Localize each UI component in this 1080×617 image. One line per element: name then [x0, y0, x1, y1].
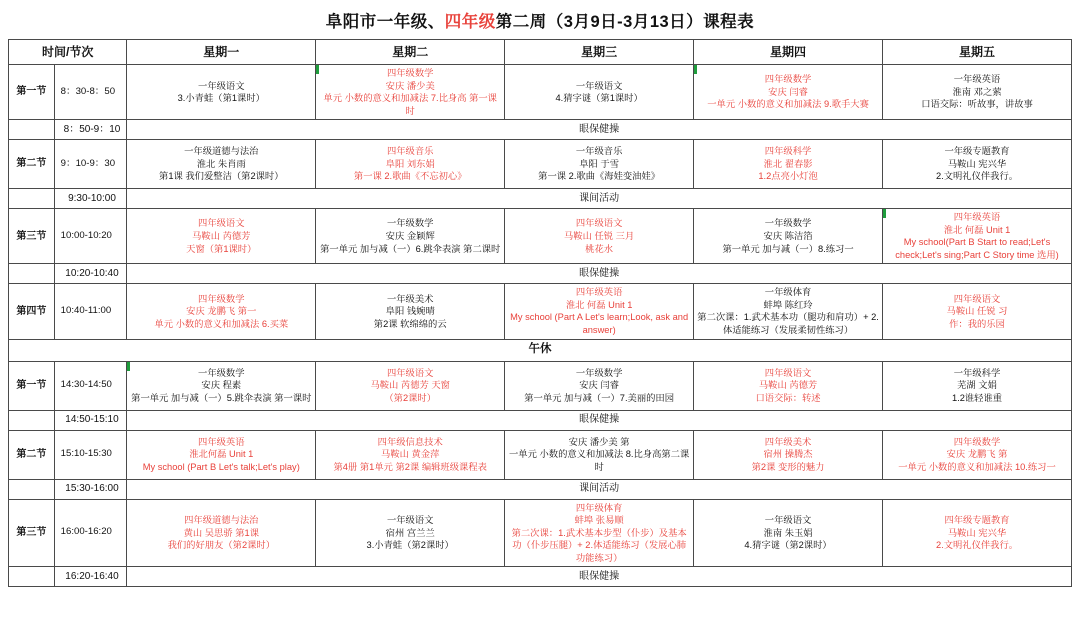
break-row [9, 264, 1072, 284]
header-thursday: 星期四 [694, 40, 883, 65]
lesson-line: 2.文明礼仪伴我行。 [935, 171, 1019, 182]
lesson-line: 4.猜字谜（第2课时） [744, 540, 832, 551]
lesson-line: 四年级音乐 [386, 146, 434, 157]
lesson-line: 四年级道德与法治 [184, 515, 259, 526]
period-label: 第一节 [9, 65, 55, 120]
lesson-line: 单元 小数的意义和加减法 7.比身高 第一课时 [323, 93, 497, 116]
lesson-line: My school (Part A Let's learn;Look, ask and answer) [510, 312, 689, 336]
lesson-line: 一年级音乐 [575, 146, 623, 157]
lesson-line: 四年级数学 [764, 74, 812, 85]
lesson-cell [316, 361, 505, 410]
lesson-line: 淮南 邓之萦 [952, 86, 1002, 97]
lesson-line: 四年级英语 [575, 287, 623, 298]
break-label: 课间活动 [127, 479, 1072, 499]
lesson-cell [883, 430, 1072, 479]
lesson-cell [694, 140, 883, 189]
header-time-period: 时间/节次 [9, 40, 127, 65]
lesson-cell [883, 361, 1072, 410]
time-label: 15:10-15:30 [54, 430, 127, 479]
lesson-line: 第一单元 加与减（一）7.美丽的田园 [524, 392, 675, 403]
period-label: 第三节 [9, 209, 55, 264]
lesson-line: 四年级英语 [198, 436, 245, 447]
lesson-cell [316, 65, 505, 120]
period-label: 第三节 [9, 499, 55, 567]
lesson-cell [883, 140, 1072, 189]
lesson-cell [694, 361, 883, 410]
lesson-row [9, 284, 1072, 339]
lesson-line: 四年级语文 [198, 218, 245, 229]
header-friday: 星期五 [883, 40, 1072, 65]
lesson-line: 四年级体育 [575, 502, 623, 513]
time-label: 16:20-16:40 [54, 567, 127, 587]
lesson-line: 一年级数学 [575, 367, 623, 378]
lesson-cell [694, 499, 883, 567]
title-part-3: 第二周（3月9日-3月13日）课程表 [495, 13, 755, 31]
break-row [9, 120, 1072, 140]
lesson-line: 第2课 变形的魅力 [751, 461, 825, 472]
header-monday: 星期一 [127, 40, 316, 65]
lesson-line: 四年级专题教育 [944, 515, 1010, 526]
lesson-line: 马鞍山 宪兴华 [947, 158, 1007, 169]
lesson-cell [127, 284, 316, 339]
lesson-line: 一年级英语 [953, 74, 1001, 85]
lesson-line: 安庆 潘少美 [385, 80, 435, 91]
lesson-row [9, 430, 1072, 479]
schedule-table [8, 39, 1072, 587]
time-label: 10:20-10:40 [54, 264, 127, 284]
lesson-line: 第一课 2.歌曲《不忘初心》 [353, 171, 467, 182]
noon-break-label: 午休 [9, 339, 1072, 361]
period-label: 第二节 [9, 430, 55, 479]
lesson-line: 淮北 何磊 Unit 1 [943, 224, 1011, 235]
time-label: 14:50-15:10 [54, 410, 127, 430]
lesson-line: 一年级语文 [764, 515, 812, 526]
lesson-line: 芜湖 文娟 [957, 380, 997, 391]
lesson-line: 马鞍山 任锐 习 [946, 306, 1008, 317]
lesson-line: 口语交际：听故事，讲故事 [921, 99, 1033, 110]
break-row [9, 567, 1072, 587]
period-label: 第二节 [9, 140, 55, 189]
lesson-cell [127, 140, 316, 189]
empty-period-cell [9, 264, 55, 284]
time-label: 10:40-11:00 [54, 284, 127, 339]
lesson-line: 安庆 闫睿 [768, 86, 808, 97]
page-title [0, 0, 1080, 39]
lesson-line: My school(Part B Start to read;Let's check;Let's sing;Part C Story time 选用) [895, 237, 1059, 260]
lesson-row [9, 65, 1072, 120]
lesson-line: 马鞍山 芮德芳 [192, 231, 251, 241]
lesson-line: 2.文明礼仪伴我行。 [935, 540, 1019, 551]
header-tuesday: 星期二 [316, 40, 505, 65]
lesson-line: 四年级数学 [386, 68, 434, 78]
lesson-line: 一单元 小数的意义和加减法 10.练习一 [898, 461, 1056, 472]
lesson-line: 第二次课：1.武术基本功（腿功和肩功）+ 2.体适能练习（发展柔韧性练习） [697, 312, 879, 336]
title-part-1: 阜阳市一年级、 [325, 13, 445, 31]
empty-period-cell [9, 567, 55, 587]
break-row [9, 479, 1072, 499]
time-label: 15:30-16:00 [54, 479, 127, 499]
lesson-line: 3.小青蛙（第2课时） [366, 540, 454, 551]
lesson-line: 我们的好朋友（第2课时） [167, 540, 275, 551]
lesson-line: 四年级语文 [953, 293, 1001, 304]
lesson-line: 一年级美术 [386, 293, 434, 304]
lesson-cell [694, 209, 883, 264]
lesson-line: 一年级体育 [764, 287, 812, 298]
lesson-line: 四年级语文 [575, 218, 623, 229]
empty-period-cell [9, 120, 55, 140]
lesson-line: 淮北 朱肖雨 [196, 158, 246, 169]
lesson-line: 一年级科学 [953, 367, 1001, 378]
lesson-line: 作：我的乐园 [949, 318, 1005, 329]
empty-period-cell [9, 189, 55, 209]
lesson-line: 蚌埠 张易顺 [574, 515, 624, 526]
lesson-line: 安庆 陈洁箔 [763, 231, 813, 241]
break-label: 眼保健操 [127, 120, 1072, 140]
lesson-line: 1.2点亮小灯泡 [758, 171, 818, 182]
table-body [9, 65, 1072, 587]
lesson-line: 第一单元 加与减（一）5.跳伞表演 第一课时 [131, 392, 312, 403]
lesson-line: 淮北何磊 Unit 1 [189, 449, 254, 460]
lesson-line: 一年级语文 [575, 80, 623, 91]
lesson-line: 马鞍山 黄金萍 [381, 449, 440, 460]
empty-period-cell [9, 410, 55, 430]
lesson-cell [505, 430, 694, 479]
lesson-line: 3.小青蛙（第1课时） [177, 93, 265, 104]
lesson-line: 马鞍山 任锐 三月 [564, 231, 635, 241]
lesson-line: 四年级科学 [764, 146, 812, 157]
lesson-cell [883, 65, 1072, 120]
lesson-line: 阜阳 钱婉晴 [385, 306, 435, 317]
lesson-line: 宿州 宫兰兰 [385, 527, 435, 538]
lesson-cell [316, 209, 505, 264]
lesson-row [9, 140, 1072, 189]
lesson-line: 黄山 吴思骄 第1课 [183, 527, 259, 538]
break-label: 眼保健操 [127, 410, 1072, 430]
lesson-cell [127, 361, 316, 410]
period-label: 第四节 [9, 284, 55, 339]
lesson-line: 一年级数学 [386, 218, 434, 229]
break-row [9, 410, 1072, 430]
time-label: 16:00-16:20 [54, 499, 127, 567]
lesson-line: 一年级道德与法治 [184, 146, 259, 157]
lesson-line: 四年级语文 [764, 367, 812, 378]
lesson-cell [127, 209, 316, 264]
break-label: 眼保健操 [127, 567, 1072, 587]
lesson-line: 四年级英语 [953, 212, 1001, 223]
lesson-cell [316, 430, 505, 479]
lesson-cell [505, 284, 694, 339]
time-label: 9:30-10:00 [54, 189, 127, 209]
lesson-cell [505, 499, 694, 567]
lesson-line: 一年级数学 [198, 367, 245, 378]
break-label: 课间活动 [127, 189, 1072, 209]
lesson-line: 淮北 何磊 Unit 1 [565, 299, 633, 310]
lesson-line: 阜阳 于雪 [579, 158, 620, 169]
lesson-cell [505, 361, 694, 410]
time-label: 8：30-8：50 [54, 65, 127, 120]
lesson-cell [127, 65, 316, 120]
lesson-cell [316, 284, 505, 339]
lesson-line: 一单元 小数的意义和加减法 8.比身高第二课时 [509, 449, 690, 472]
lesson-line: 马鞍山 宪兴华 [947, 527, 1007, 538]
lesson-line: 第1课 我们爱整洁（第2课时） [159, 171, 284, 182]
lesson-cell [505, 65, 694, 120]
lesson-line: 第一单元 加与减（一）6.跳伞表演 第二课时 [320, 243, 501, 254]
lesson-line: 安庆 龙鹏飞 第 [946, 449, 1008, 460]
lesson-line: 一单元 小数的意义和加减法 9.歌手大赛 [707, 99, 869, 110]
lesson-line: 单元 小数的意义和加减法 6.买菜 [154, 318, 289, 329]
time-label: 8：50-9：10 [54, 120, 127, 140]
lesson-cell [694, 65, 883, 120]
lesson-line: 一年级专题教育 [944, 146, 1010, 157]
lesson-row [9, 361, 1072, 410]
break-row [9, 189, 1072, 209]
time-label: 9：10-9：30 [54, 140, 127, 189]
lesson-line: 4.猜字谜（第1课时） [555, 93, 643, 104]
lesson-line: 第二次课：1.武术基本步型（仆步）及基本功（仆步压腿）+ 2.体适能练习（发展心肺功能练习） [511, 527, 687, 563]
lesson-line: 第4册 第1单元 第2课 编辑班级课程表 [333, 461, 487, 472]
lesson-line: 宿州 操腾杰 [763, 449, 813, 460]
lesson-line: 四年级数学 [953, 436, 1001, 447]
lesson-line: 第2课 软绵绵的云 [373, 318, 447, 329]
time-label: 14:30-14:50 [54, 361, 127, 410]
lesson-line: 马鞍山 芮德芳 天窗 [370, 380, 450, 391]
lesson-line: 安庆 金颖辉 [385, 231, 435, 241]
lesson-cell [127, 499, 316, 567]
lesson-line: 安庆 龙鹏飞 第一 [186, 306, 257, 317]
title-part-highlight: 四年级 [444, 13, 496, 31]
lesson-line: 口语交际：转述 [755, 392, 821, 403]
lesson-line: 天窗（第1课时） [186, 243, 257, 254]
period-label: 第一节 [9, 361, 55, 410]
lesson-line: 一年级语文 [198, 80, 245, 91]
lesson-line: 蚌埠 陈红玲 [763, 299, 813, 310]
lesson-line: 安庆 潘少美 第 [568, 436, 630, 447]
lesson-cell [883, 499, 1072, 567]
lesson-cell [883, 209, 1072, 264]
lesson-line: 一年级数学 [764, 218, 812, 229]
lesson-cell [316, 140, 505, 189]
lesson-line: My school (Part B Let's talk;Let's play) [142, 461, 300, 472]
lesson-line: 阜阳 刘东娟 [385, 158, 435, 169]
lesson-line: 淮南 朱玉娟 [763, 527, 813, 538]
lesson-cell [694, 430, 883, 479]
lesson-line: 安庆 程素 [201, 380, 242, 391]
table-header-row [9, 40, 1072, 65]
noon-break-row [9, 339, 1072, 361]
lesson-line: 马鞍山 芮德芳 [758, 380, 818, 391]
lesson-line: 一年级语文 [386, 515, 434, 526]
lesson-line: 四年级语文 [386, 367, 434, 378]
lesson-cell [883, 284, 1072, 339]
lesson-line: 安庆 闫睿 [579, 380, 620, 391]
lesson-line: 第一单元 加与减（一）8.练习一 [722, 243, 854, 254]
lesson-line: （第2课时） [384, 392, 437, 403]
lesson-line: 1.2谁轻谁重 [951, 392, 1003, 403]
empty-period-cell [9, 479, 55, 499]
lesson-row [9, 499, 1072, 567]
lesson-line: 桃花水 [585, 243, 614, 254]
lesson-cell [127, 430, 316, 479]
lesson-cell [316, 499, 505, 567]
lesson-line: 四年级数学 [198, 293, 245, 304]
lesson-cell [694, 284, 883, 339]
lesson-cell [505, 140, 694, 189]
header-wednesday: 星期三 [505, 40, 694, 65]
break-label: 眼保健操 [127, 264, 1072, 284]
lesson-cell [505, 209, 694, 264]
lesson-line: 第一课 2.歌曲《海娃变油娃》 [538, 171, 661, 182]
time-label: 10:00-10:20 [54, 209, 127, 264]
lesson-row [9, 209, 1072, 264]
lesson-line: 四年级美术 [764, 436, 812, 447]
lesson-line: 四年级信息技术 [377, 436, 443, 447]
lesson-line: 淮北 翟春影 [763, 158, 813, 169]
